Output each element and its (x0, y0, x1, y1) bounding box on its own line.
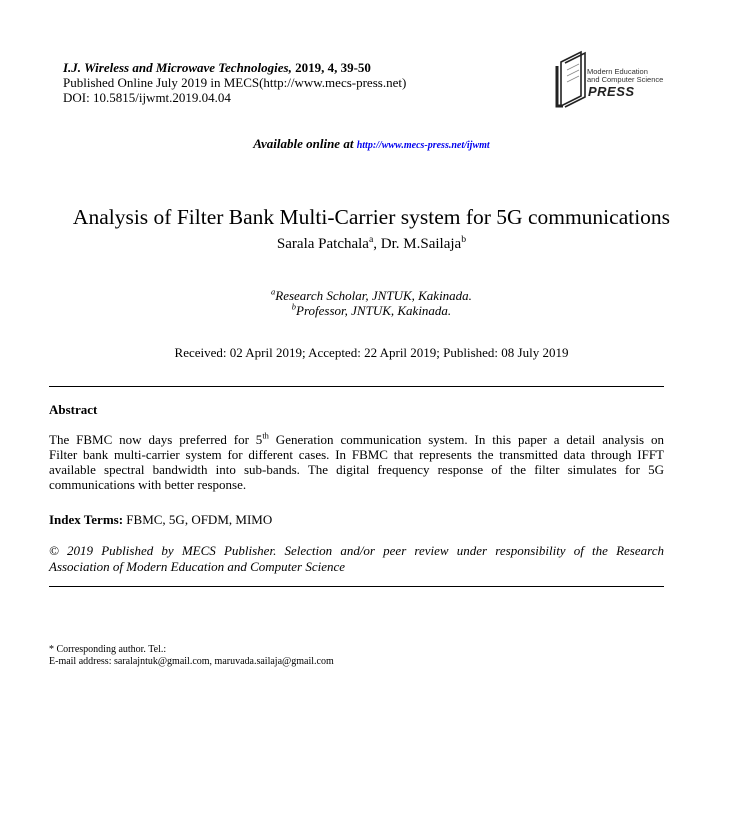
abstract-line-1 (49, 432, 664, 447)
copyright-notice (49, 543, 664, 575)
doi: DOI: 10.5815/ijwmt.2019.04.04 (63, 90, 231, 105)
footnote-corresponding: * Corresponding author. Tel.: (49, 644, 167, 655)
logo-line-2: and Computer Science (587, 75, 664, 84)
author-separator: , (373, 236, 381, 252)
affiliation-b-sup: b (291, 301, 297, 312)
abstract-line-1a: The FBMC now days preferred for 5 (49, 432, 263, 447)
index-terms-value: FBMC, 5G, OFDM, MIMO (123, 512, 273, 527)
divider-top (49, 386, 664, 387)
journal-title: I.J. Wireless and Microwave Technologies, (63, 60, 292, 75)
copyright-line-1: © 2019 Published by MECS Publisher. Selection and/or peer review under responsibility of the Research (49, 543, 664, 558)
affiliation-a-text: Research Scholar, JNTUK, Kakinada. (275, 288, 472, 303)
journal-link[interactable]: http://www.mecs-press.net/ijwmt (356, 140, 490, 151)
abstract-line-1b: Generation communication system. In this paper a detail analysis on (268, 432, 664, 447)
authors (0, 236, 743, 253)
available-label: Available online at (253, 136, 357, 151)
affiliation-a-sup: a (271, 286, 276, 297)
journal-volume: 2019, 4, 39-50 (291, 60, 371, 75)
paper-title: Analysis of Filter Bank Multi-Carrier system for 5G communications (72, 205, 671, 229)
published-online: Published Online July 2019 in MECS(http://www.mecs-press.net) (63, 75, 407, 90)
divider-bottom (49, 586, 664, 587)
abstract-body (49, 432, 664, 492)
abstract-heading: Abstract (49, 402, 98, 417)
footnote-email: E-mail address: saralajntuk@gmail.com, maruvada.sailaja@gmail.com (49, 656, 334, 667)
author-1-sup: a (368, 234, 374, 245)
index-terms-label: Index Terms: (49, 512, 124, 527)
logo-press: PRESS (588, 84, 635, 99)
logo-line-1: Modern Education (587, 67, 648, 76)
publication-dates: Received: 02 April 2019; Accepted: 22 April 2019; Published: 08 July 2019 (174, 345, 569, 360)
mecs-press-logo (555, 48, 665, 110)
affiliation-b-text: Professor, JNTUK, Kakinada. (296, 303, 452, 318)
index-terms (49, 512, 272, 528)
abstract-line-1-sup: th (262, 430, 269, 441)
available-online (0, 136, 743, 152)
author-2: Dr. M.Sailaja (380, 236, 462, 252)
book-icon (555, 48, 589, 108)
journal-header (63, 60, 406, 105)
author-2-sup: b (461, 234, 467, 245)
author-1: Sarala Patchala (276, 236, 369, 252)
copyright-line-2: Association of Modern Education and Computer Science (49, 559, 346, 574)
abstract-line-3: available spectral bandwidth into sub-bands. The digital frequency response of the filter simulates for 5G (49, 462, 664, 477)
affiliation-a (0, 288, 743, 304)
abstract-line-4: communications with better response. (49, 477, 247, 492)
affiliation-b (0, 303, 743, 319)
abstract-line-2: Filter bank multi-carrier system for different cases. In FBMC that represents the transmitted data through IFFT (49, 447, 664, 462)
footnote (49, 644, 334, 668)
journal-citation (63, 60, 406, 75)
